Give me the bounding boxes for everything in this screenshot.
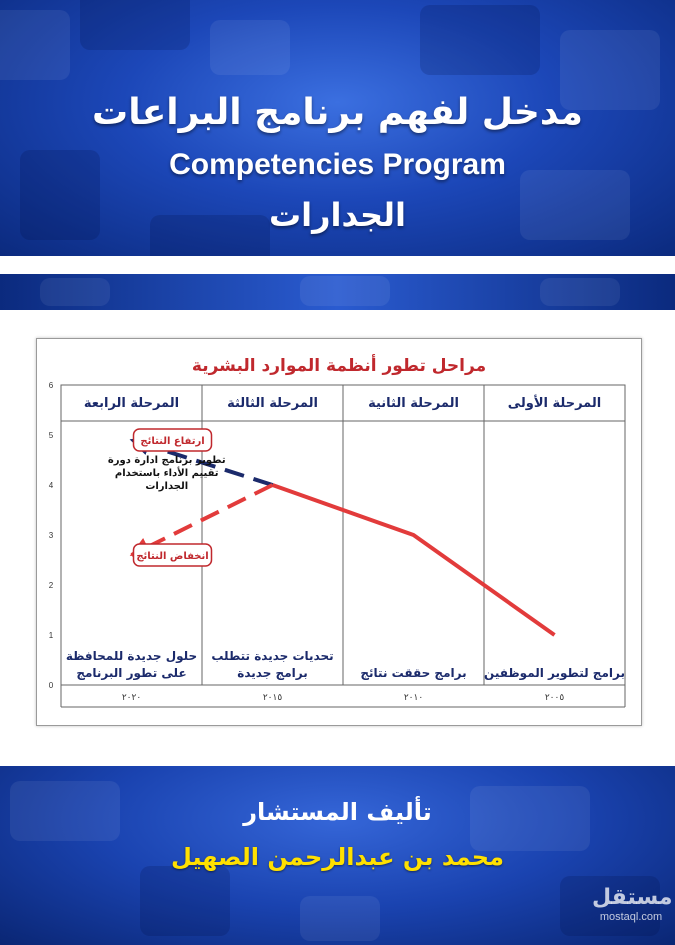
annotation-line: تطوير برنامج ادارة دورة <box>107 455 226 466</box>
series-line <box>273 485 555 635</box>
x-tick-label: ٢٠١٥ <box>262 693 283 703</box>
chart-title: مراحل تطور أنظمة الموارد البشرية <box>191 356 487 376</box>
subtitle-arabic: الجدارات <box>268 196 407 234</box>
x-axis-ticks <box>122 693 565 703</box>
stage-note: برامج جديدة <box>237 666 308 680</box>
stage-header: المرحلة الثالثة <box>227 396 318 411</box>
y-tick-label: 6 <box>48 381 54 390</box>
y-tick-label: 0 <box>48 681 54 690</box>
y-axis <box>49 381 54 690</box>
stage-notes <box>66 649 625 681</box>
stage-header: المرحلة الرابعة <box>83 396 180 411</box>
author-prefix: تأليف المستشار <box>243 798 432 826</box>
chart-frame <box>36 338 642 726</box>
title-english: Competencies Program <box>169 148 506 181</box>
bg-tile <box>300 896 380 941</box>
projection-label: ارتفاع النتائج <box>140 436 205 447</box>
x-tick-label: ٢٠٠٥ <box>544 693 565 703</box>
bg-tile <box>540 278 620 306</box>
bg-tile <box>420 5 540 75</box>
y-tick-label: 3 <box>48 531 54 540</box>
stage-note: على تطور البرنامج <box>76 666 187 680</box>
stage-note: برامج حققت نتائج <box>360 666 467 680</box>
annotation <box>108 455 226 492</box>
annotation-line: الجدارات <box>145 481 189 492</box>
stage-note: حلول جديدة للمحافظة <box>65 649 198 663</box>
chart-svg <box>37 339 641 725</box>
decor-stripe <box>0 274 675 310</box>
y-tick-label: 2 <box>48 581 54 590</box>
stage-note: تحديات جديدة تتطلب <box>211 649 334 663</box>
projection-label: انخفاض النتائج <box>136 551 209 562</box>
series-lines <box>273 485 555 635</box>
bg-tile <box>140 866 230 936</box>
author-name: محمد بن عبدالرحمن الصهيل <box>171 843 504 871</box>
bg-tile <box>300 276 390 306</box>
stage-header: المرحلة الأولى <box>507 396 602 411</box>
bg-tile <box>40 278 110 306</box>
watermark-logo: مستقل <box>592 885 673 910</box>
bg-tile <box>0 10 70 80</box>
stage-note: برامج لتطوير الموظفين <box>484 666 625 680</box>
y-tick-label: 1 <box>48 631 54 640</box>
bg-tile <box>80 0 190 50</box>
title-arabic: مدخل لفهم برنامج البراعات <box>92 92 583 133</box>
y-tick-label: 4 <box>48 481 54 490</box>
y-tick-label: 5 <box>48 431 54 440</box>
x-tick-label: ٢٠١٠ <box>403 693 424 703</box>
x-tick-label: ٢٠٢٠ <box>121 693 142 703</box>
stage-header: المرحلة الثانية <box>368 396 459 411</box>
bg-tile <box>210 20 290 75</box>
annotation-line: تقييم الأداء باستخدام <box>114 468 219 479</box>
top-banner <box>0 0 675 256</box>
watermark-url: mostaql.com <box>599 911 663 923</box>
